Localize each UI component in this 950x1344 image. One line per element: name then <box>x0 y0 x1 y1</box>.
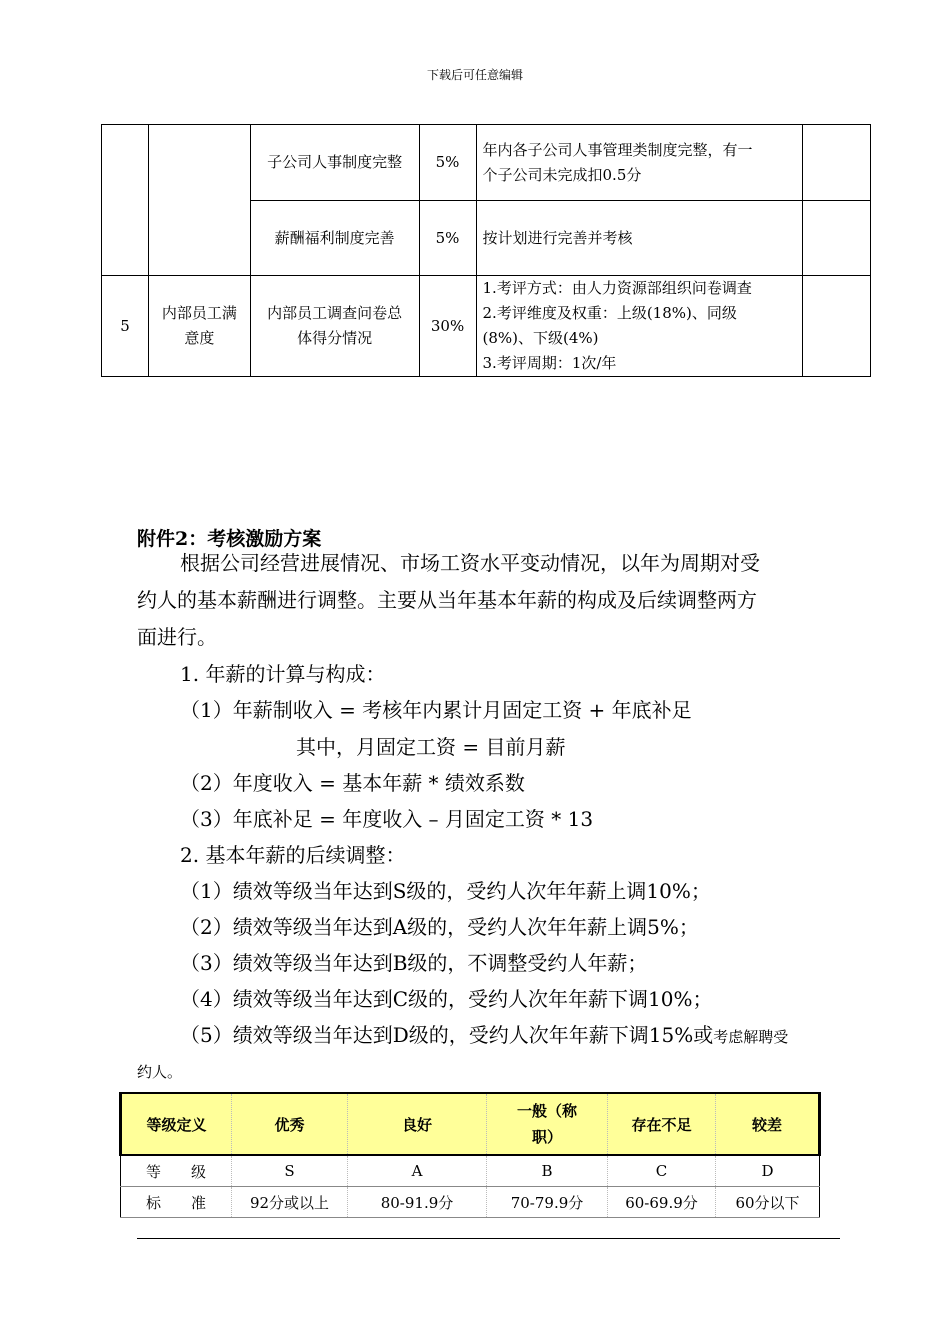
item-cell: 子公司人事制度完整 <box>250 125 419 201</box>
grade-header-cell: 存在不足 <box>608 1093 716 1155</box>
grade-cell: 70-79.9分 <box>487 1187 608 1218</box>
category-line: 意度 <box>184 329 215 347</box>
standard-line: 年内各子公司人事管理类制度完整，有一 <box>482 140 753 159</box>
grade-cell: C <box>608 1155 716 1187</box>
grade-row <box>121 1187 820 1218</box>
assessment-table <box>101 124 871 377</box>
section-heading: 1. 年薪的计算与构成： <box>180 662 386 686</box>
intro-line: 约人的基本薪酬进行调整。主要从当年基本年薪的构成及后续调整两方 <box>137 588 757 612</box>
adjust-line: （2）绩效等级当年达到A级的，受约人次年年薪上调5%； <box>180 915 699 939</box>
grade-header-line: 一般（称 <box>516 1102 577 1120</box>
grade-cell: B <box>487 1155 608 1187</box>
weight-cell: 30% <box>419 276 476 377</box>
adjust-line <box>180 1019 788 1048</box>
grade-table <box>119 1092 821 1218</box>
no-cell <box>102 125 149 276</box>
category-line: 内部员工满 <box>161 304 237 322</box>
grade-header-cell <box>487 1093 608 1155</box>
grade-row-label: 标 准 <box>121 1187 232 1218</box>
grade-cell: D <box>716 1155 820 1187</box>
weight-cell: 5% <box>419 201 476 276</box>
grade-cell: S <box>232 1155 348 1187</box>
standard-cell <box>476 125 803 201</box>
standard-line: 1.考评方式：由人力资源部组织问卷调查 <box>482 279 752 297</box>
item-cell <box>250 276 419 377</box>
intro-line: 根据公司经营进展情况、市场工资水平变动情况，以年为周期对受 <box>180 551 760 575</box>
extra-cell <box>803 201 871 276</box>
adjust-text-small: 考虑解聘受 <box>713 1028 789 1046</box>
formula-line: （1）年薪制收入 = 考核年内累计月固定工资 + 年底补足 <box>180 698 692 722</box>
adjust-text: （5）绩效等级当年达到D级的，受约人次年年薪下调15%或 <box>180 1023 714 1047</box>
standard-line: (8%)、下级(4%) <box>482 329 599 347</box>
grade-cell: A <box>348 1155 487 1187</box>
grade-header-cell: 良好 <box>348 1093 487 1155</box>
grade-header-line: 职） <box>531 1128 562 1146</box>
grade-cell: 60分以下 <box>716 1187 820 1218</box>
extra-cell <box>803 276 871 377</box>
adjust-line: （3）绩效等级当年达到B级的，不调整受约人年薪； <box>180 951 648 975</box>
formula-line: （3）年底补足 = 年度收入 – 月固定工资 * 13 <box>180 807 594 831</box>
table-row <box>102 276 871 377</box>
header-note: 下载后可任意编辑 <box>426 68 523 82</box>
weight-cell: 5% <box>419 125 476 201</box>
grade-header-cell: 等级定义 <box>121 1093 232 1155</box>
formula-line: 其中，月固定工资 = 目前月薪 <box>296 735 566 759</box>
grade-cell: 80-91.9分 <box>348 1187 487 1218</box>
grade-row-label: 等 级 <box>121 1155 232 1187</box>
adjust-line: （4）绩效等级当年达到C级的，受约人次年年薪下调10%； <box>180 987 713 1011</box>
category-cell <box>148 125 250 276</box>
footer-rule <box>137 1238 840 1239</box>
item-line: 内部员工调查问卷总 <box>267 304 403 322</box>
category-cell <box>148 276 250 377</box>
grade-cell: 92分或以上 <box>232 1187 348 1218</box>
section-heading: 2. 基本年薪的后续调整： <box>180 843 406 867</box>
standard-cell <box>476 276 803 377</box>
grade-header-cell: 优秀 <box>232 1093 348 1155</box>
adjust-line: （1）绩效等级当年达到S级的，受约人次年年薪上调10%； <box>180 879 711 903</box>
standard-line: 个子公司未完成扣0.5分 <box>482 165 642 184</box>
table-row <box>102 125 871 201</box>
item-cell: 薪酬福利制度完善 <box>250 201 419 276</box>
no-cell: 5 <box>102 276 149 377</box>
standard-cell: 按计划进行完善并考核 <box>476 201 803 276</box>
adjust-line-end: 约人。 <box>137 1063 183 1081</box>
grade-cell: 60-69.9分 <box>608 1187 716 1218</box>
grade-row <box>121 1155 820 1187</box>
intro-line: 面进行。 <box>137 625 217 649</box>
appendix-title: 附件2：考核激励方案 <box>137 528 322 550</box>
grade-header-cell: 较差 <box>716 1093 820 1155</box>
formula-line: （2）年度收入 = 基本年薪 * 绩效系数 <box>180 771 525 795</box>
grade-header-row <box>121 1093 820 1155</box>
standard-line: 3.考评周期：1次/年 <box>482 354 617 372</box>
item-line: 体得分情况 <box>297 329 373 347</box>
standard-line: 2.考评维度及权重：上级(18%)、同级 <box>482 304 737 322</box>
extra-cell <box>803 125 871 201</box>
